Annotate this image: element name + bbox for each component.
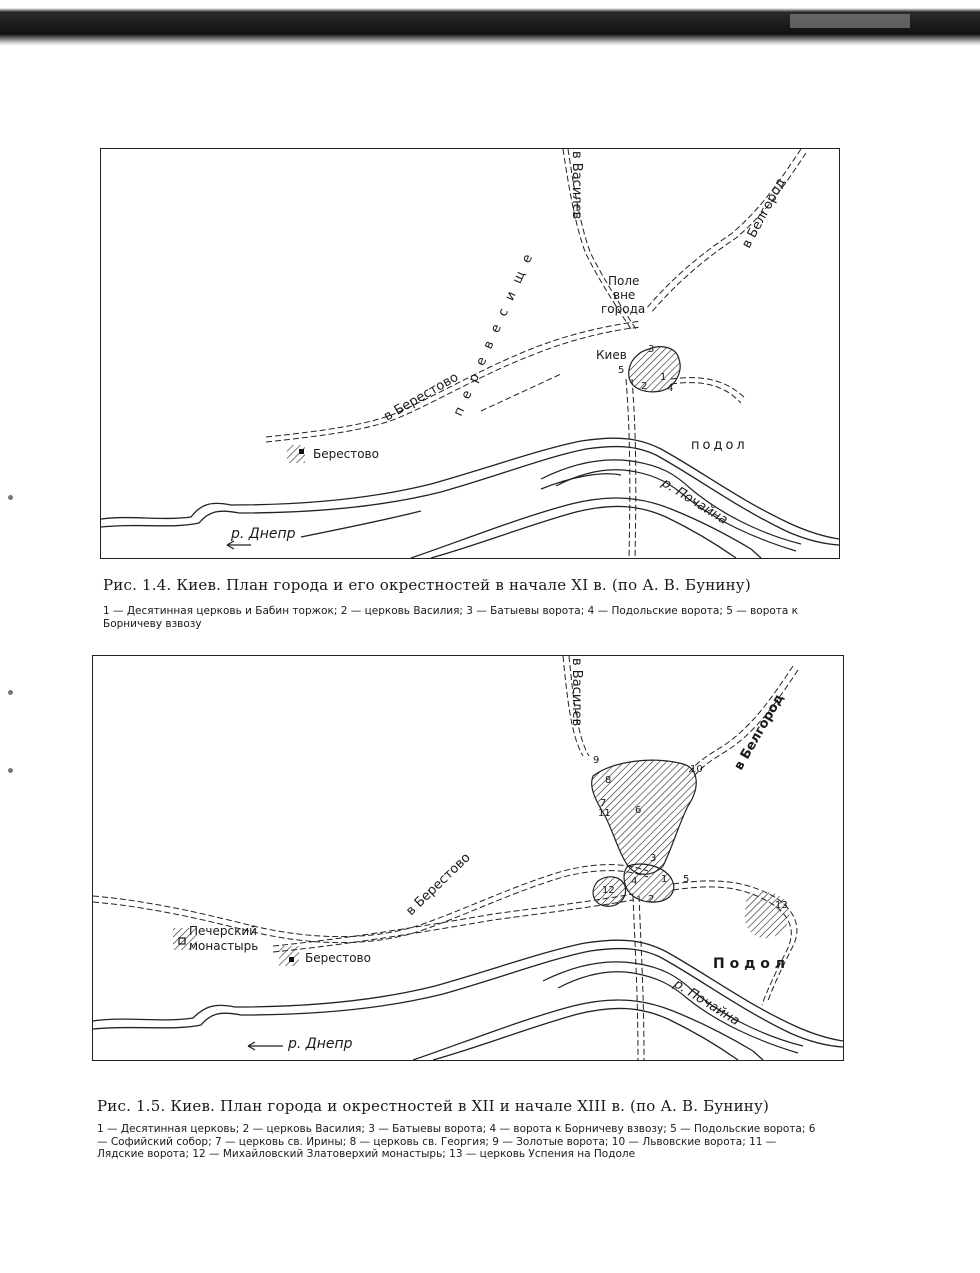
label-number-13: 13 bbox=[775, 900, 788, 911]
label-to-belgorod: в Белгород bbox=[739, 175, 789, 251]
label-kiev: Киев bbox=[596, 348, 627, 362]
label-number-11: 11 bbox=[598, 808, 611, 819]
label-number-1: 1 bbox=[660, 372, 667, 383]
label-number-6: 6 bbox=[635, 805, 642, 816]
margin-speck bbox=[8, 690, 13, 695]
scan-top-edge bbox=[0, 0, 980, 46]
label-to-vasilev: в Василев bbox=[569, 658, 584, 727]
label-to-berestovo: в Берестово bbox=[403, 850, 474, 919]
label-number-5: 5 bbox=[618, 365, 625, 376]
podol-church-area bbox=[745, 892, 790, 938]
label-to-berestovo: в Берестово bbox=[381, 369, 462, 425]
label-dnepr: р. Днепр bbox=[231, 526, 296, 542]
label-number-10: 10 bbox=[690, 764, 703, 775]
label-to-vasilev: в Василев bbox=[569, 151, 584, 220]
pochaina-river bbox=[541, 460, 801, 551]
label-number-9: 9 bbox=[593, 755, 600, 766]
label-number-4: 4 bbox=[631, 876, 638, 887]
map-2-drawing bbox=[93, 656, 843, 1060]
label-pechersky-line2: монастырь bbox=[189, 939, 259, 953]
label-number-7: 7 bbox=[600, 798, 607, 809]
berestovo-marker bbox=[289, 957, 294, 962]
label-dnepr: р. Днепр bbox=[288, 1036, 353, 1052]
label-berestovo: Берестово bbox=[305, 951, 371, 965]
label-number-3: 3 bbox=[650, 853, 657, 864]
label-number-1: 1 bbox=[661, 874, 668, 885]
map-kiev-12th-13th-century bbox=[92, 655, 844, 1061]
figure-2-legend: 1 — Десятинная церковь; 2 — церковь Василия; 3 — Батыевы ворота; 4 — ворота к Борничеву взвозу; 5 — Подольские ворота; 6 — Софийский собор; 7 — церковь св. Ирины; 8 — церковь св. Георгия; 9 — Золотые ворота; 10 — Львовские ворота; 11 — Лядские ворота; 12 — Михайловский Златоверхий монастырь; 13 — церковь Успения на Подоле bbox=[97, 1123, 816, 1160]
label-number-8: 8 bbox=[605, 775, 612, 786]
label-berestovo: Берестово bbox=[313, 447, 379, 461]
figure-1-legend: 1 — Десятинная церковь и Бабин торжок; 2 — церковь Василия; 3 — Батыевы ворота; 4 — Подольские ворота; 5 — ворота к Борничеву взвозу bbox=[103, 605, 799, 630]
figure-1-caption: Рис. 1.4. Киев. План города и его окрестностей в начале XI в. (по А. В. Бунину) bbox=[103, 576, 751, 594]
label-pechersky-line1: Печерский bbox=[189, 924, 257, 938]
label-pochaina: р. Почайна bbox=[670, 976, 743, 1030]
label-number-3: 3 bbox=[648, 344, 655, 355]
flow-arrow-icon bbox=[248, 1042, 283, 1050]
label-number-2: 2 bbox=[648, 894, 655, 905]
map-kiev-11th-century bbox=[100, 148, 840, 559]
figure-2-caption: Рис. 1.5. Киев. План города и окрестностей в XII и начале XIII в. (по А. В. Бунину) bbox=[97, 1097, 770, 1115]
label-pole-line2: вне bbox=[613, 288, 636, 302]
label-number-4: 4 bbox=[667, 383, 674, 394]
pochaina-river bbox=[543, 962, 803, 1053]
label-podol: подол bbox=[691, 438, 748, 453]
label-pole-line3: города bbox=[601, 302, 646, 316]
label-podol: П о д о л bbox=[713, 956, 786, 972]
label-to-belgorod: в Белгород bbox=[731, 691, 788, 773]
map-1-drawing bbox=[101, 149, 839, 558]
flow-arrow-icon bbox=[227, 541, 251, 549]
label-pereveseshche: п е р е в е с и щ е bbox=[450, 249, 538, 419]
berestovo-marker bbox=[299, 449, 304, 454]
berestovo-area bbox=[279, 946, 299, 966]
label-number-2: 2 bbox=[641, 381, 648, 392]
label-number-12: 12 bbox=[602, 885, 615, 896]
label-pochaina: р. Почайна bbox=[658, 475, 731, 529]
label-number-5: 5 bbox=[683, 874, 690, 885]
label-pole-line1: Поле bbox=[608, 274, 640, 288]
scan-edge-highlight bbox=[790, 14, 910, 28]
margin-speck bbox=[8, 768, 13, 773]
margin-speck bbox=[8, 495, 13, 500]
dnieper-river bbox=[101, 438, 839, 558]
